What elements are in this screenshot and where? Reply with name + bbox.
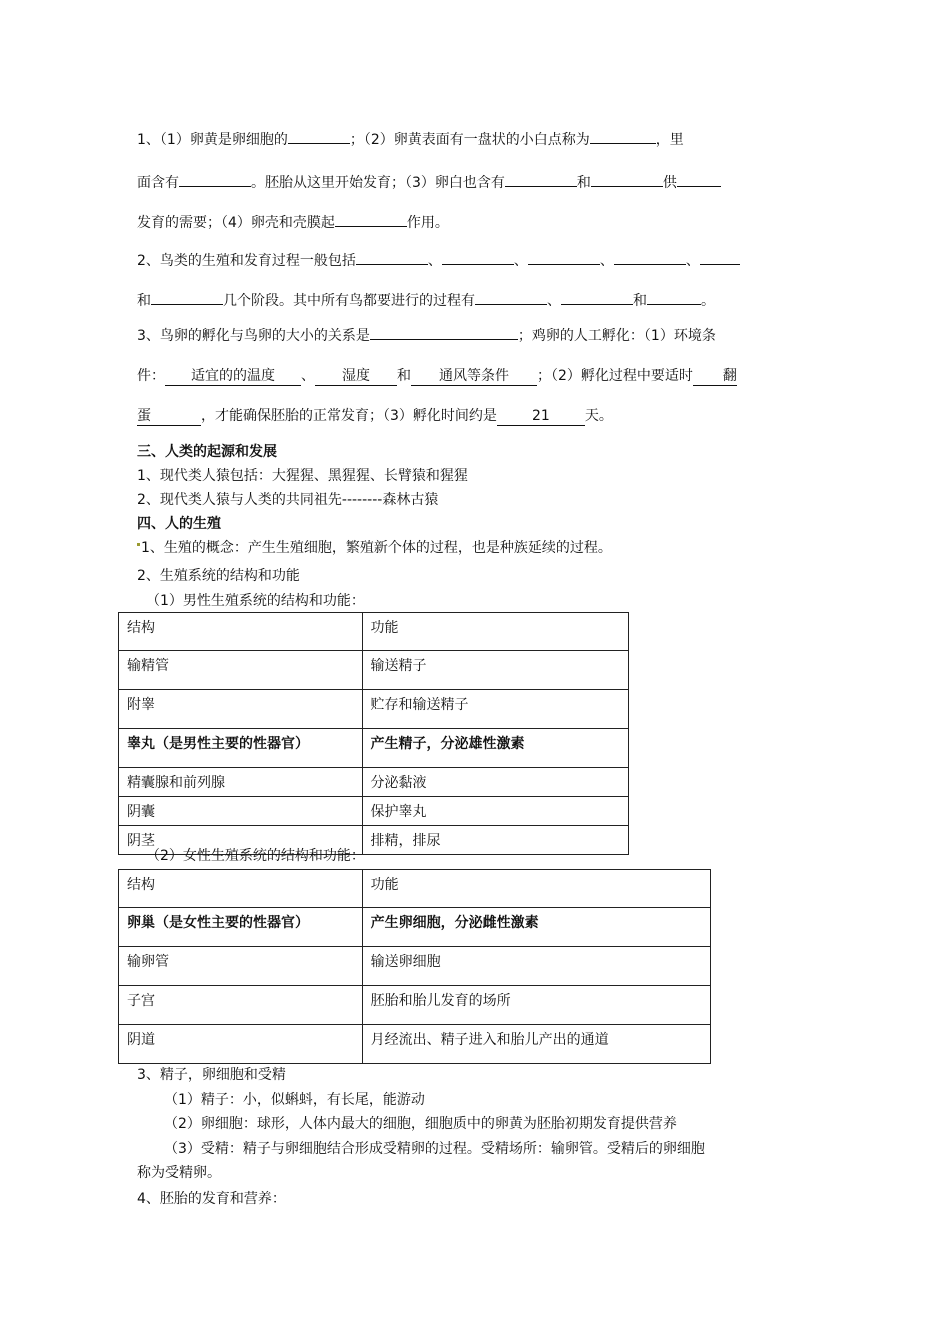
table-cell: 睾丸（是男性主要的性器官）	[119, 729, 363, 768]
blank-field[interactable]	[561, 288, 633, 305]
male-table-caption: （1）男性生殖系统的结构和功能：	[146, 593, 365, 609]
table-cell: 月经流出、精子进入和胎儿产出的通道	[362, 1025, 710, 1064]
blank-field[interactable]	[647, 288, 701, 305]
q3-text: 件：	[137, 368, 165, 384]
female-reproductive-table	[118, 869, 711, 1064]
q2-line-1	[137, 248, 740, 271]
q1-text: 发育的需要；（4）卵壳和壳膜起	[137, 215, 335, 231]
q1-text: 和	[576, 175, 591, 191]
table-header-structure: 结构	[119, 870, 363, 908]
table-row	[119, 613, 629, 651]
table-cell: 分泌黏液	[362, 768, 628, 797]
table-header-structure: 结构	[119, 613, 363, 651]
q2-text: 。	[701, 293, 715, 309]
section-4-item-2: 2、生殖系统的结构和功能	[137, 568, 300, 584]
q2-text: 和	[137, 293, 151, 309]
answer-ventilation[interactable]: 通风等条件	[411, 367, 537, 386]
separator: 、	[427, 253, 442, 269]
table-cell: 输送精子	[362, 651, 628, 690]
table-header-function: 功能	[362, 870, 710, 908]
table-cell: 精囊腺和前列腺	[119, 768, 363, 797]
q3-text: 3、鸟卵的孵化与鸟卵的大小的关系是	[137, 328, 370, 344]
separator: 、	[685, 253, 700, 269]
q1-line-3	[137, 210, 449, 233]
q3-text: 和	[397, 368, 411, 384]
blank-field[interactable]	[700, 248, 740, 265]
blank-field[interactable]	[288, 127, 350, 144]
q3-line-3	[137, 406, 613, 426]
table-row	[119, 651, 629, 690]
q3-text: ；鸡卵的人工孵化：（1）环境条	[517, 328, 716, 344]
blank-field[interactable]	[614, 248, 686, 265]
table-row	[119, 729, 629, 768]
blank-field[interactable]	[677, 170, 721, 187]
q1-text: 。胚胎从这里开始发育；（3）卵白也含有	[251, 175, 505, 191]
table-cell: 贮存和输送精子	[362, 690, 628, 729]
table-row	[119, 947, 711, 986]
separator: 、	[547, 293, 561, 309]
section-3-item-1: 1、现代类人猿包括：大猩猩、黑猩猩、长臂猿和猩猩	[137, 468, 468, 484]
q1-text: 作用。	[406, 215, 449, 231]
table-row	[119, 797, 629, 826]
table-cell: 阴道	[119, 1025, 363, 1064]
table-cell: 卵巢（是女性主要的性器官）	[119, 908, 363, 947]
table-row	[119, 986, 711, 1025]
blank-field[interactable]	[505, 170, 577, 187]
table-row	[119, 870, 711, 908]
q1-text: ，里	[655, 132, 684, 148]
blank-field[interactable]	[151, 288, 223, 305]
table-cell: 产生精子，分泌雄性激素	[362, 729, 628, 768]
blank-field[interactable]	[590, 127, 656, 144]
table-cell: 保护睾丸	[362, 797, 628, 826]
table-cell: 阴囊	[119, 797, 363, 826]
answer-turn-eggs-part2[interactable]: 蛋	[137, 407, 201, 426]
q3-text: ；（2）孵化过程中要适时	[537, 368, 693, 384]
answer-turn-eggs-part1[interactable]: 翻	[693, 367, 737, 386]
q2-line-2	[137, 288, 715, 311]
blank-field[interactable]	[335, 210, 407, 227]
table-row	[119, 1025, 711, 1064]
blank-field[interactable]	[370, 323, 518, 340]
female-table-caption: （2）女性生殖系统的结构和功能：	[146, 848, 365, 864]
table-cell: 子宫	[119, 986, 363, 1025]
table-row	[119, 908, 711, 947]
table-cell: 产生卵细胞，分泌雌性激素	[362, 908, 710, 947]
separator: 、	[513, 253, 528, 269]
table-row	[119, 768, 629, 797]
blank-field[interactable]	[179, 170, 251, 187]
table-cell: 附睾	[119, 690, 363, 729]
table-header-function: 功能	[362, 613, 628, 651]
q2-text: 和	[633, 293, 647, 309]
section-3-title: 三、人类的起源和发展	[137, 444, 277, 460]
q3-text: ，才能确保胚胎的正常发育；（3）孵化时间约是	[201, 408, 497, 424]
section-4-item-3-3: （3）受精：精子与卵细胞结合形成受精卵的过程。受精场所：输卵管。受精后的卵细胞	[164, 1141, 705, 1157]
table-cell: 输送卵细胞	[362, 947, 710, 986]
q2-text: 2、鸟类的生殖和发育过程一般包括	[137, 253, 356, 269]
table-cell: 胚胎和胎儿发育的场所	[362, 986, 710, 1025]
answer-temperature[interactable]: 适宜的的温度	[165, 367, 301, 386]
blank-field[interactable]	[442, 248, 514, 265]
blank-field[interactable]	[475, 288, 547, 305]
table-cell: 输精管	[119, 651, 363, 690]
blank-field[interactable]	[528, 248, 600, 265]
section-4-item-1: 1、生殖的概念：产生生殖细胞，繁殖新个体的过程，也是种族延续的过程。	[141, 540, 612, 556]
answer-days[interactable]: 21	[497, 407, 585, 426]
q1-text: 供	[662, 175, 677, 191]
q1-line-1	[137, 127, 684, 150]
section-4-title: 四、人的生殖	[137, 516, 221, 532]
table-row	[119, 690, 629, 729]
table-cell: 排精，排尿	[362, 826, 628, 855]
q3-line-2	[137, 366, 737, 386]
marker-dot	[137, 543, 140, 546]
table-cell: 阴茎	[119, 826, 363, 855]
q1-line-2	[137, 170, 721, 193]
q3-line-1	[137, 323, 716, 346]
male-reproductive-table	[118, 612, 629, 855]
section-3-item-2: 2、现代类人猿与人类的共同祖先--------森林古猿	[137, 492, 439, 508]
blank-field[interactable]	[356, 248, 428, 265]
q2-text: 几个阶段。其中所有鸟都要进行的过程有	[223, 293, 475, 309]
section-4-item-3-2: （2）卵细胞：球形，人体内最大的细胞，细胞质中的卵黄为胚胎初期发育提供营养	[164, 1116, 677, 1132]
section-4-item-3-3-cont: 称为受精卵。	[137, 1165, 221, 1181]
section-4-item-3-1: （1）精子：小，似蝌蚪，有长尾，能游动	[164, 1092, 425, 1108]
answer-humidity[interactable]: 湿度	[315, 367, 397, 386]
q1-text: 面含有	[137, 175, 179, 191]
section-4-item-4: 4、胚胎的发育和营养：	[137, 1191, 286, 1207]
table-cell: 输卵管	[119, 947, 363, 986]
q1-text: ；（2）卵黄表面有一盘状的小白点称为	[349, 132, 590, 148]
section-4-item-3: 3、精子，卵细胞和受精	[137, 1067, 286, 1083]
q1-text: 1、（1）卵黄是卵细胞的	[137, 132, 288, 148]
separator: 、	[599, 253, 614, 269]
q3-text: 天。	[584, 408, 613, 424]
blank-field[interactable]	[591, 170, 663, 187]
separator: 、	[301, 368, 315, 384]
